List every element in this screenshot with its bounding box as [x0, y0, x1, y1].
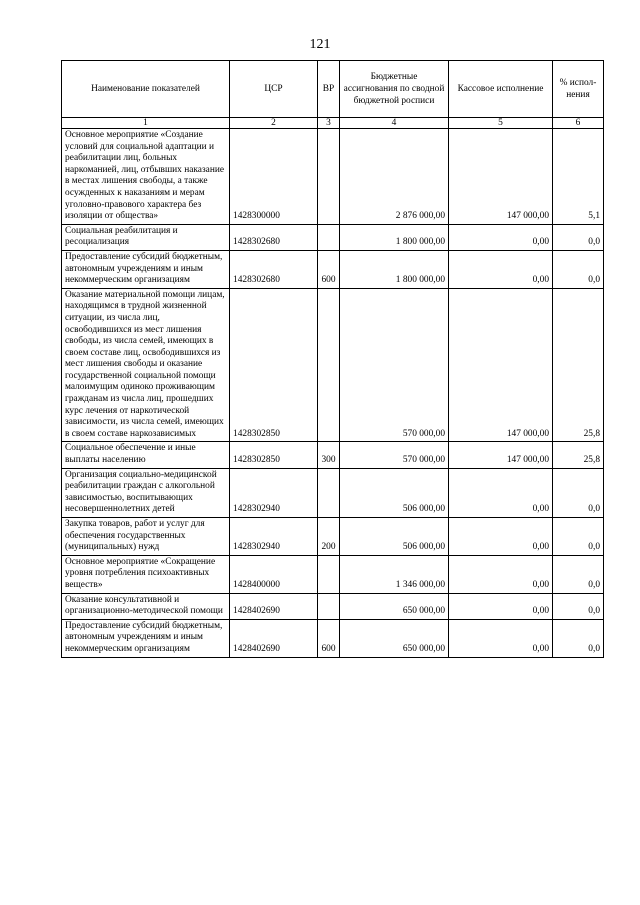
- row-budget: 1 800 000,00: [340, 224, 449, 250]
- row-name: Социальное обеспечение и иные выплаты населению: [62, 442, 230, 468]
- row-vr: 600: [318, 619, 340, 657]
- row-csr: 1428402690: [230, 619, 318, 657]
- row-percent: 0,0: [553, 555, 604, 593]
- header-name: Наименование показателей: [62, 61, 230, 118]
- row-vr: 200: [318, 518, 340, 556]
- row-vr: 300: [318, 442, 340, 468]
- column-number: 3: [318, 118, 340, 129]
- row-cash: 0,00: [449, 250, 553, 288]
- row-percent: 25,8: [553, 288, 604, 442]
- row-name: Предоставление субсидий бюджетным, автономным учреждениям и иным некоммерческим организациям: [62, 619, 230, 657]
- row-percent: 5,1: [553, 129, 604, 225]
- row-csr: 1428302680: [230, 224, 318, 250]
- row-budget: 2 876 000,00: [340, 129, 449, 225]
- table-row: [62, 518, 604, 556]
- row-csr: 1428302850: [230, 442, 318, 468]
- header-vr: ВР: [318, 61, 340, 118]
- row-name: Основное мероприятие «Сокращение уровня потребления психоактивных веществ»: [62, 555, 230, 593]
- row-name: Социальная реабилитация и ресоциализация: [62, 224, 230, 250]
- row-vr: [318, 555, 340, 593]
- column-number: 5: [449, 118, 553, 129]
- row-cash: 147 000,00: [449, 129, 553, 225]
- row-name: Организация социально-медицинской реабилитации граждан с алкогольной зависимостью, воспитывающих несовершеннолетних детей: [62, 468, 230, 517]
- row-name: Предоставление субсидий бюджетным, автономным учреждениям и иным некоммерческим организациям: [62, 250, 230, 288]
- row-cash: 0,00: [449, 468, 553, 517]
- row-cash: 0,00: [449, 555, 553, 593]
- row-csr: 1428302680: [230, 250, 318, 288]
- header-budget: Бюджетные ассигнования по сводной бюджетной росписи: [340, 61, 449, 118]
- row-csr: 1428302940: [230, 518, 318, 556]
- table-row: [62, 250, 604, 288]
- row-percent: 0,0: [553, 224, 604, 250]
- row-csr: 1428300000: [230, 129, 318, 225]
- row-csr: 1428400000: [230, 555, 318, 593]
- row-cash: 0,00: [449, 518, 553, 556]
- table-row: [62, 619, 604, 657]
- header-cash: Кассовое исполнение: [449, 61, 553, 118]
- row-vr: [318, 468, 340, 517]
- table-row: [62, 288, 604, 442]
- row-budget: 570 000,00: [340, 442, 449, 468]
- row-percent: 0,0: [553, 518, 604, 556]
- table-row: [62, 593, 604, 619]
- column-number: 4: [340, 118, 449, 129]
- table-row: [62, 468, 604, 517]
- row-cash: 0,00: [449, 593, 553, 619]
- row-vr: [318, 288, 340, 442]
- row-name: Оказание консультативной и организационно-методической помощи: [62, 593, 230, 619]
- row-cash: 0,00: [449, 619, 553, 657]
- row-percent: 0,0: [553, 619, 604, 657]
- row-budget: 506 000,00: [340, 518, 449, 556]
- row-percent: 0,0: [553, 468, 604, 517]
- row-budget: 650 000,00: [340, 619, 449, 657]
- row-csr: 1428402690: [230, 593, 318, 619]
- row-budget: 650 000,00: [340, 593, 449, 619]
- page-number: 121: [309, 37, 331, 52]
- row-name: Основное мероприятие «Создание условий для социальной адаптации и реабилитации лиц, больных наркоманией, лиц, отбывших наказание в местах лишения свободы, а также осужденных к наказаниям и мерам уголовно-правового характера без изоляции от общества»: [62, 129, 230, 225]
- row-name: Закупка товаров, работ и услуг для обеспечения государственных (муниципальных) нужд: [62, 518, 230, 556]
- column-number: 6: [553, 118, 604, 129]
- column-number: 2: [230, 118, 318, 129]
- row-budget: 506 000,00: [340, 468, 449, 517]
- row-name: Оказание материальной помощи лицам, находящимся в трудной жизненной ситуации, из числа лиц, освободившихся из мест лишения свободы, из числа семей, имеющих в своем составе лиц, освободившихся из мест лишения свободы и оказание государственной социальной помощи малоимущим одиноко проживающим гражданам из числа лиц, прошедших курс лечения от наркотической зависимости, из числа семей, имеющих в своем составе наркозависимых: [62, 288, 230, 442]
- row-cash: 147 000,00: [449, 442, 553, 468]
- header-percent: % испол-нения: [553, 61, 604, 118]
- column-number: 1: [62, 118, 230, 129]
- row-vr: [318, 129, 340, 225]
- row-budget: 1 346 000,00: [340, 555, 449, 593]
- row-csr: 1428302940: [230, 468, 318, 517]
- row-budget: 1 800 000,00: [340, 250, 449, 288]
- row-vr: [318, 224, 340, 250]
- row-cash: 147 000,00: [449, 288, 553, 442]
- budget-execution-table: [61, 60, 604, 658]
- table-row: [62, 224, 604, 250]
- row-cash: 0,00: [449, 224, 553, 250]
- row-percent: 25,8: [553, 442, 604, 468]
- table-row: [62, 442, 604, 468]
- table-row: [62, 555, 604, 593]
- row-percent: 0,0: [553, 250, 604, 288]
- column-number-row: [62, 118, 604, 129]
- row-percent: 0,0: [553, 593, 604, 619]
- header-csr: ЦСР: [230, 61, 318, 118]
- row-vr: 600: [318, 250, 340, 288]
- table-row: [62, 129, 604, 225]
- row-vr: [318, 593, 340, 619]
- row-budget: 570 000,00: [340, 288, 449, 442]
- header-row: [62, 61, 604, 118]
- row-csr: 1428302850: [230, 288, 318, 442]
